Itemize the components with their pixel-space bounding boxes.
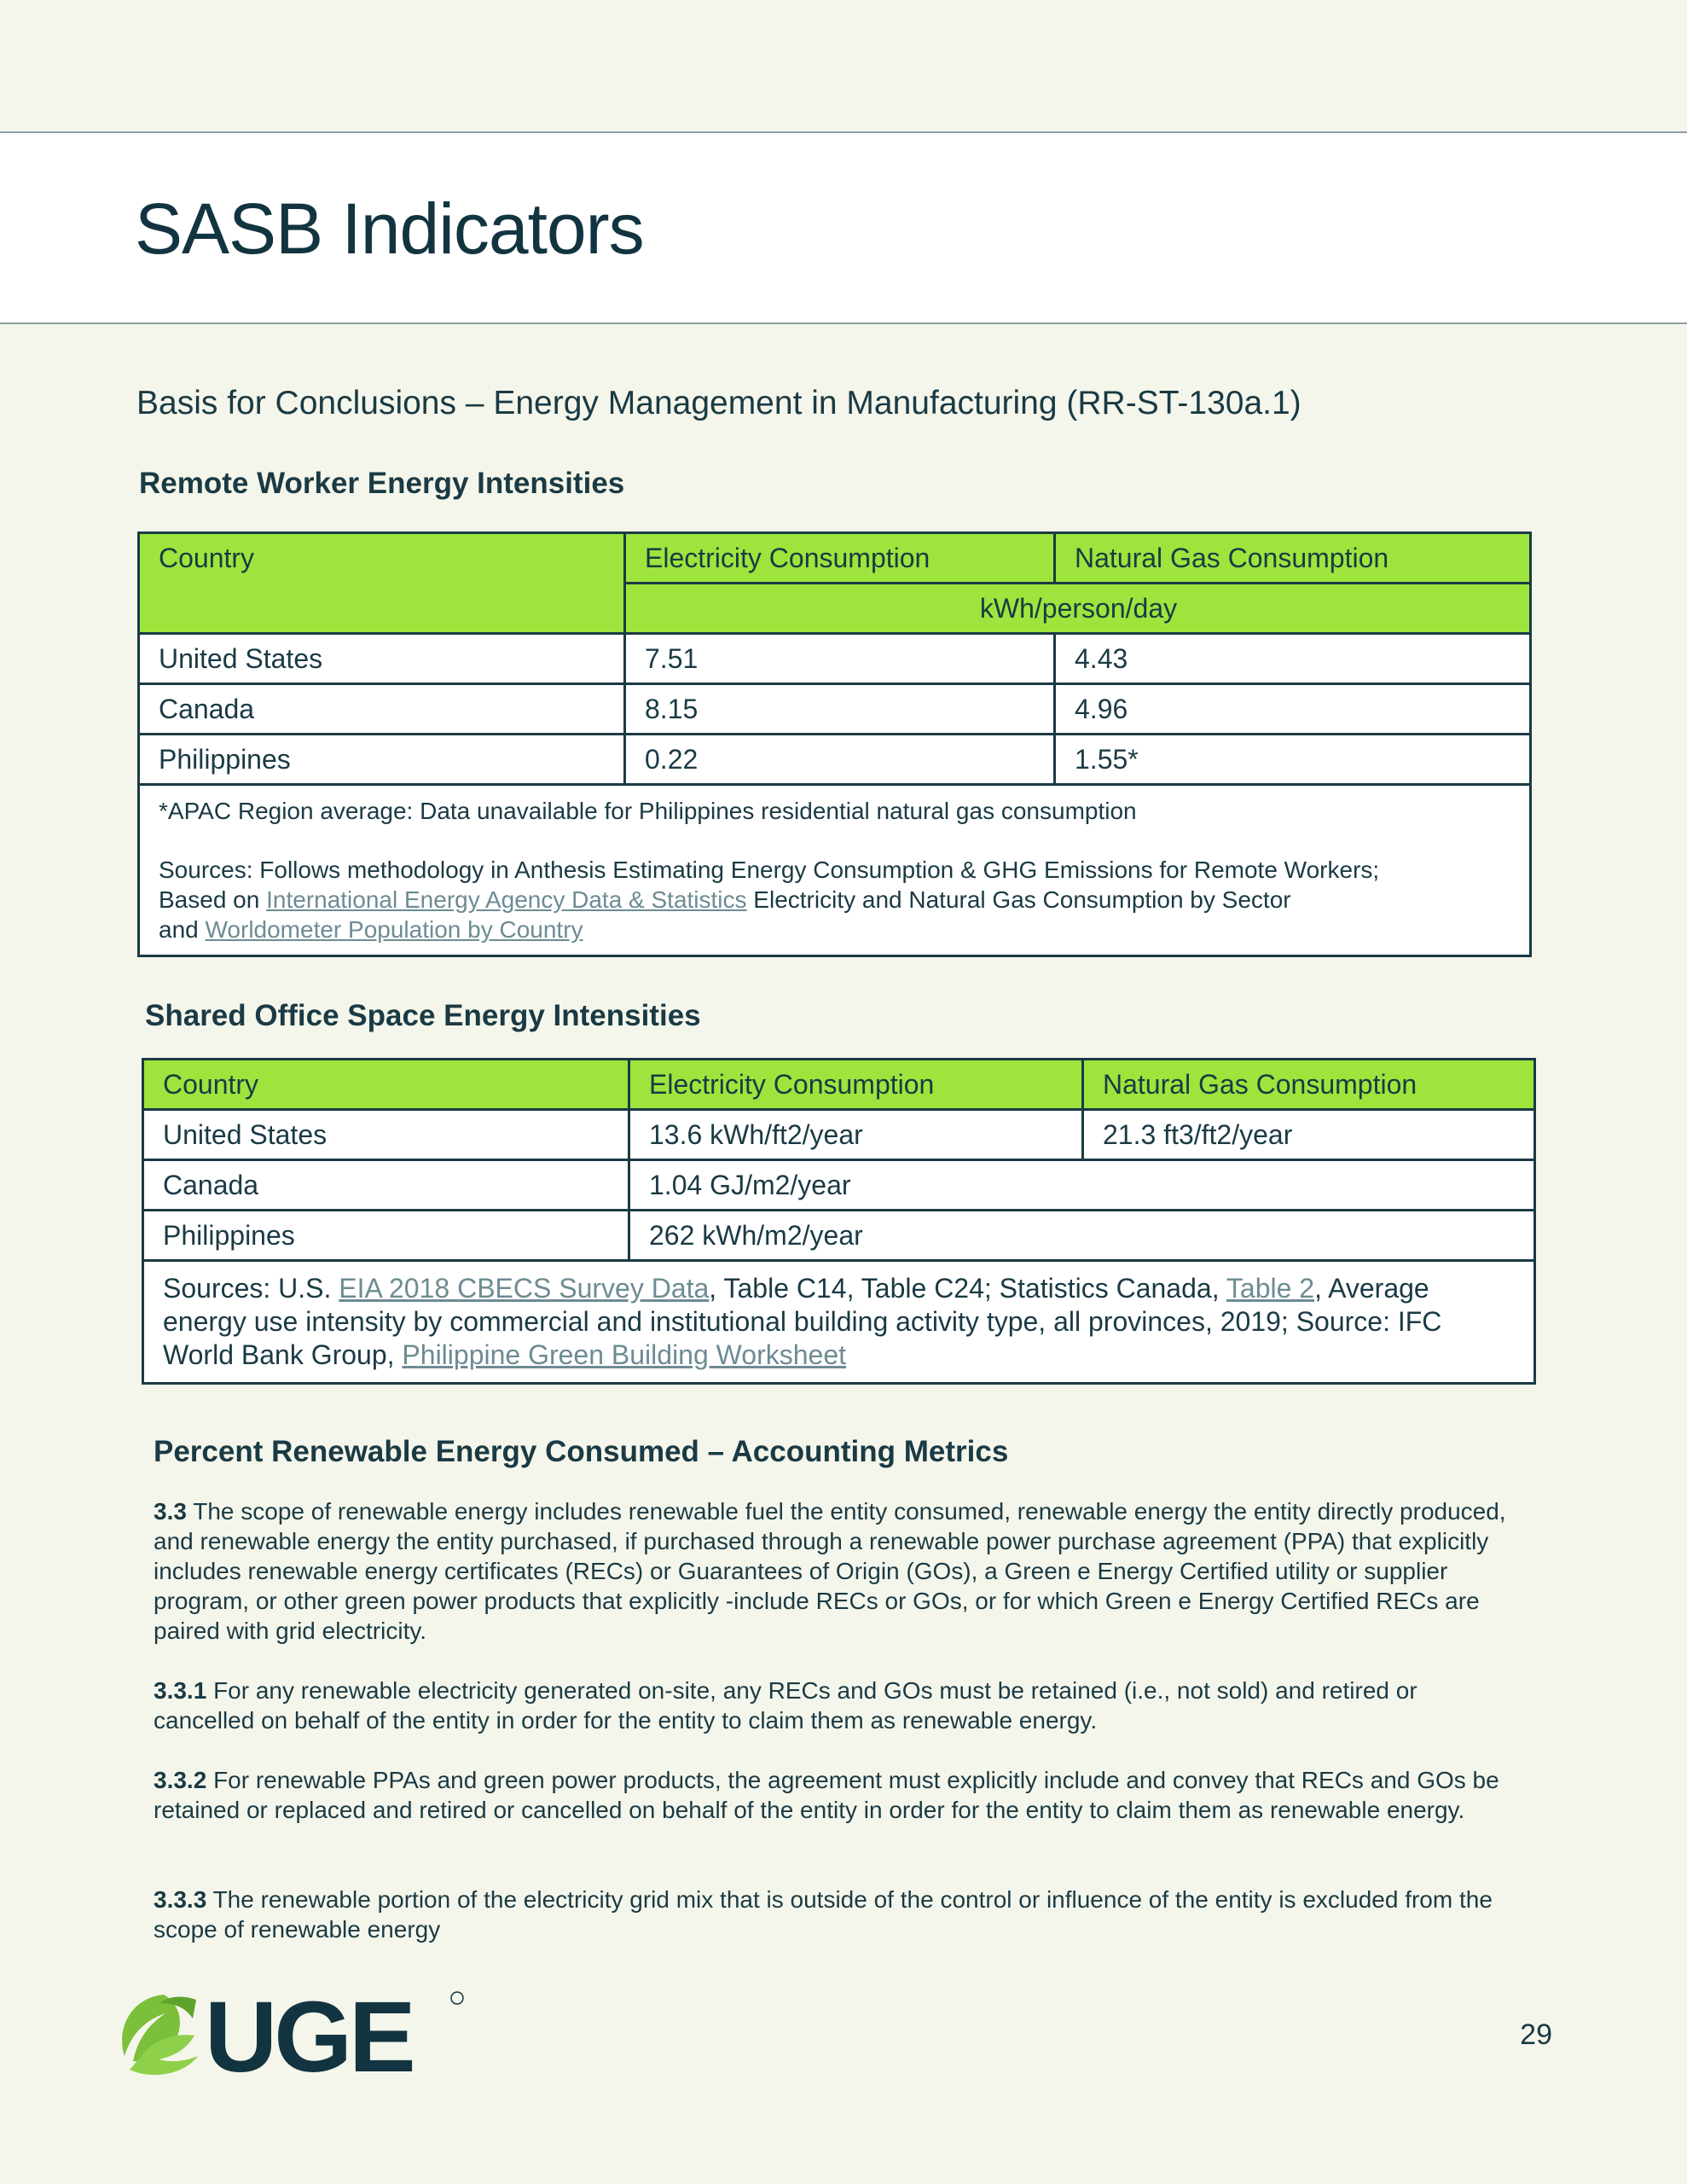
paragraph-3-3-1: 3.3.1 For any renewable electricity generated on-site, any RECs and GOs must be retained (i.e., not sold) and retired or cancelled on behalf of the entity in order for the entity to claim them as renewable energy. (154, 1677, 1417, 1734)
remote-worker-table (137, 531, 1532, 957)
gas-cell: 21.3 ft3/ft2/year (1083, 1110, 1535, 1160)
electricity-cell: 13.6 kWh/ft2/year (629, 1110, 1083, 1160)
col-header-country: Country (139, 533, 625, 634)
sources-line-1: Sources: Follows methodology in Anthesis Estimating Energy Consumption & GHG Emissions for Remote Workers; (159, 857, 1380, 883)
office-sources-cell: Sources: U.S. EIA 2018 CBECS Survey Data, Table C14, Table C24; Statistics Canada, Table 2, Average energy use intensity by commercial and institutional building activity type, all provinces, 2019; Source: IFC World Bank Group, Philippine Green Building Worksheet (143, 1261, 1535, 1384)
country-cell: Canada (139, 684, 625, 735)
worldometer-link[interactable]: Worldometer Population by Country (205, 916, 583, 943)
country-cell: United States (139, 634, 625, 684)
electricity-cell: 8.15 (625, 684, 1055, 735)
country-cell: Canada (143, 1160, 629, 1211)
remote-section-heading: Remote Worker Energy Intensities (139, 467, 625, 500)
gas-cell: 1.55* (1055, 735, 1531, 785)
iea-data-link[interactable]: International Energy Agency Data & Statistics (266, 886, 747, 913)
table-row (139, 684, 1531, 735)
sources-line-2: Based on International Energy Agency Data & Statistics Electricity and Natural Gas Consumption by Sector (159, 886, 1291, 913)
country-cell: Philippines (139, 735, 625, 785)
electricity-cell: 262 kWh/m2/year (629, 1211, 1535, 1261)
office-table (142, 1058, 1536, 1385)
country-cell: United States (143, 1110, 629, 1160)
page-subtitle: Basis for Conclusions – Energy Management in Manufacturing (RR-ST-130a.1) (136, 385, 1301, 421)
philippine-worksheet-link[interactable]: Philippine Green Building Worksheet (402, 1339, 847, 1370)
registered-mark-icon (451, 1992, 463, 2004)
renewable-section-heading: Percent Renewable Energy Consumed – Accounting Metrics (154, 1435, 1009, 1468)
table-row (139, 634, 1531, 684)
office-section-heading: Shared Office Space Energy Intensities (145, 999, 701, 1032)
sources-line-3: and Worldometer Population by Country (159, 916, 583, 943)
remote-notes-cell (139, 785, 1531, 956)
unit-header: kWh/person/day (625, 584, 1531, 634)
page-number: 29 (1520, 2018, 1552, 2051)
country-cell: Philippines (143, 1211, 629, 1261)
electricity-cell: 0.22 (625, 735, 1055, 785)
electricity-cell: 1.04 GJ/m2/year (629, 1160, 1535, 1211)
footnote: *APAC Region average: Data unavailable for Philippines residential natural gas consumption (159, 798, 1137, 824)
table-row (143, 1160, 1535, 1211)
paragraph-3-3-3: 3.3.3 The renewable portion of the electricity grid mix that is outside of the control or influence of the entity is excluded from the scope of renewable energy (154, 1886, 1493, 1943)
gas-cell: 4.96 (1055, 684, 1531, 735)
col-header-gas: Natural Gas Consumption (1055, 533, 1531, 584)
paragraph-3-3-2: 3.3.2 For renewable PPAs and green power products, the agreement must explicitly include and convey that RECs and GOs be retained or replaced and retired or cancelled on behalf of the entity in order for the entity to claim them as renewable energy. (154, 1767, 1499, 1823)
eia-cbecs-link[interactable]: EIA 2018 CBECS Survey Data (339, 1273, 710, 1304)
page-title: SASB Indicators (135, 189, 644, 269)
col-header-electricity: Electricity Consumption (629, 1060, 1083, 1110)
col-header-electricity: Electricity Consumption (625, 533, 1055, 584)
col-header-country: Country (143, 1060, 629, 1110)
electricity-cell: 7.51 (625, 634, 1055, 684)
gas-cell: 4.43 (1055, 634, 1531, 684)
table-row (139, 735, 1531, 785)
uge-logo (113, 1983, 471, 2085)
table-row (143, 1110, 1535, 1160)
leaf-icon (122, 1995, 198, 2075)
table-2-link[interactable]: Table 2 (1226, 1273, 1315, 1304)
logo-text: UGE (205, 1983, 413, 2085)
table-row (143, 1211, 1535, 1261)
paragraph-3-3: 3.3 The scope of renewable energy includes renewable fuel the entity consumed, renewable energy the entity directly produced, and renewable energy the entity purchased, if purchased through a renewable power purchase agreement (PPA) that explicitly includes renewable energy certificates (RECs) or Guarantees of Origin (GOs), a Green e Energy Certified utility or supplier program, or other green power products that explicitly -include RECs or GOs, or for which Green e Energy Certified RECs are paired with grid electricity. (154, 1498, 1506, 1644)
col-header-gas: Natural Gas Consumption (1083, 1060, 1535, 1110)
